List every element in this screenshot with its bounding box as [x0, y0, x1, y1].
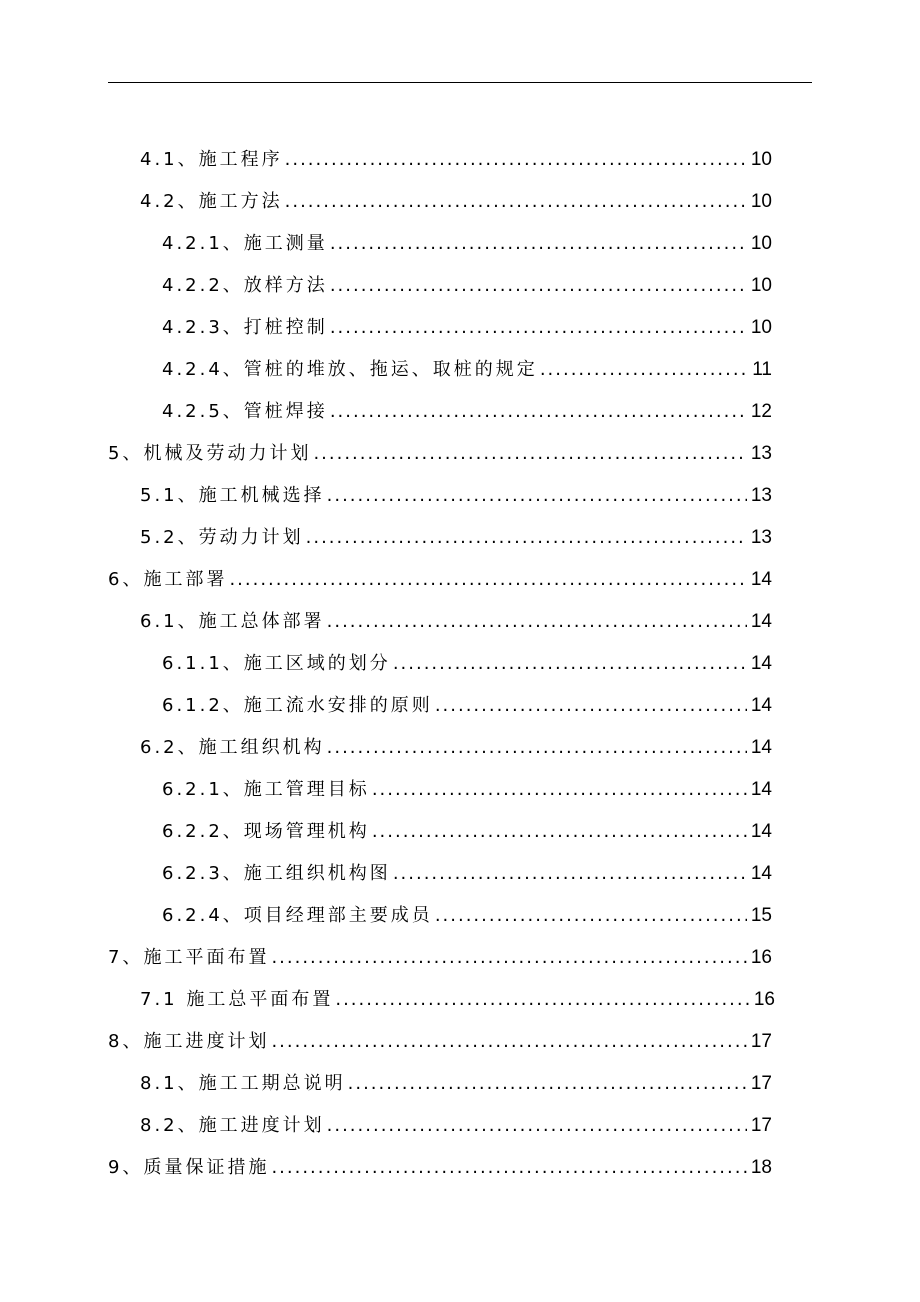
- toc-page-number: 10: [750, 233, 772, 254]
- toc-entry[interactable]: [140, 602, 772, 642]
- toc-entry-title: 6.2.1、施工管理目标: [162, 779, 370, 800]
- toc-entry-title: 5.1、施工机械选择: [140, 485, 325, 506]
- toc-leader-dots: [229, 560, 746, 600]
- toc-entry[interactable]: [108, 1022, 772, 1062]
- toc-entry[interactable]: [162, 686, 772, 726]
- toc-entry-title: 4.2.2、放样方法: [162, 275, 328, 296]
- toc-page-number: 16: [753, 989, 775, 1010]
- toc-leader-dots: [393, 644, 747, 684]
- toc-page-number: 17: [750, 1115, 772, 1136]
- toc-page-number: 11: [752, 359, 772, 380]
- toc-leader-dots: [271, 1022, 746, 1062]
- toc-entry-title: 7、施工平面布置: [108, 947, 270, 968]
- toc-entry[interactable]: [140, 518, 772, 558]
- toc-entry[interactable]: [162, 644, 772, 684]
- toc-entry[interactable]: [140, 728, 772, 768]
- toc-leader-dots: [330, 392, 747, 432]
- toc-page-number: 14: [750, 737, 772, 758]
- toc-entry-title: 5、机械及劳动力计划: [108, 443, 312, 464]
- toc-page-number: 13: [750, 527, 772, 548]
- toc-entry-title: 6.1、施工总体部署: [140, 611, 325, 632]
- toc-entry[interactable]: [162, 812, 772, 852]
- toc-page-number: 17: [750, 1031, 772, 1052]
- toc-entry[interactable]: [162, 308, 772, 348]
- toc-page-number: 14: [750, 653, 772, 674]
- toc-entry-title: 6.1.1、施工区域的划分: [162, 653, 391, 674]
- toc-entry[interactable]: [140, 140, 772, 180]
- toc-leader-dots: [372, 770, 747, 810]
- toc-leader-dots: [327, 602, 747, 642]
- toc-entry[interactable]: [162, 770, 772, 810]
- toc-page-number: 10: [750, 191, 772, 212]
- toc-entry[interactable]: [162, 350, 772, 390]
- toc-page-number: 10: [750, 149, 772, 170]
- toc-page-number: 16: [750, 947, 772, 968]
- toc-entry-title: 4.2.3、打桩控制: [162, 317, 328, 338]
- toc-entry-title: 8.2、施工进度计划: [140, 1115, 325, 1136]
- toc-entry[interactable]: [108, 434, 772, 474]
- toc-entry[interactable]: [140, 1106, 772, 1146]
- toc-leader-dots: [327, 1106, 747, 1146]
- toc-entry-title: 4.2.1、施工测量: [162, 233, 328, 254]
- toc-leader-dots: [540, 350, 748, 390]
- toc-leader-dots: [348, 1064, 747, 1104]
- toc-entry-title: 8、施工进度计划: [108, 1031, 270, 1052]
- toc-leader-dots: [313, 434, 746, 474]
- toc-leader-dots: [271, 938, 746, 978]
- toc-leader-dots: [393, 854, 747, 894]
- toc-page-number: 14: [750, 695, 772, 716]
- toc-leader-dots: [327, 476, 747, 516]
- toc-leader-dots: [330, 266, 747, 306]
- toc-entry-title: 5.2、劳动力计划: [140, 527, 304, 548]
- toc-entry-title: 8.1、施工工期总说明: [140, 1073, 346, 1094]
- toc-leader-dots: [306, 518, 747, 558]
- toc-leader-dots: [330, 308, 747, 348]
- toc-page-number: 13: [750, 443, 772, 464]
- toc-entry[interactable]: [108, 1148, 772, 1188]
- toc-entry[interactable]: [162, 854, 772, 894]
- toc-entry[interactable]: [140, 182, 772, 222]
- toc-entry[interactable]: [162, 896, 772, 936]
- toc-entry[interactable]: [108, 560, 772, 600]
- toc-leader-dots: [285, 182, 747, 222]
- toc-page-number: 14: [750, 611, 772, 632]
- toc-entry-title: 4.1、施工程序: [140, 149, 283, 170]
- toc-leader-dots: [335, 980, 750, 1020]
- toc-entry[interactable]: [108, 938, 772, 978]
- toc-leader-dots: [330, 224, 747, 264]
- toc-entry[interactable]: [162, 392, 772, 432]
- toc-entry-title: 6.1.2、施工流水安排的原则: [162, 695, 433, 716]
- toc-entry[interactable]: [162, 266, 772, 306]
- toc-entry-title: 4.2、施工方法: [140, 191, 283, 212]
- toc-entry[interactable]: [140, 476, 772, 516]
- toc-page-number: 10: [750, 317, 772, 338]
- toc-page-number: 14: [750, 821, 772, 842]
- toc-page-number: 10: [750, 275, 772, 296]
- toc-leader-dots: [285, 140, 747, 180]
- toc-entry[interactable]: [140, 980, 775, 1020]
- toc-entry-title: 6.2.4、项目经理部主要成员: [162, 905, 433, 926]
- toc-page-number: 14: [750, 779, 772, 800]
- toc-leader-dots: [327, 728, 747, 768]
- toc-leader-dots: [372, 812, 747, 852]
- toc-entry-title: 4.2.4、管桩的堆放、拖运、取桩的规定: [162, 359, 538, 380]
- toc-page-number: 13: [750, 485, 772, 506]
- toc-entry-title: 9、质量保证措施: [108, 1157, 270, 1178]
- toc-entry-title: 7.1 施工总平面布置: [140, 989, 334, 1010]
- toc-entry-title: 6.2.3、施工组织机构图: [162, 863, 391, 884]
- toc-entry-title: 6.2、施工组织机构: [140, 737, 325, 758]
- toc-entry-title: 6.2.2、现场管理机构: [162, 821, 370, 842]
- toc-leader-dots: [271, 1148, 746, 1188]
- toc-entry[interactable]: [162, 224, 772, 264]
- toc-leader-dots: [435, 686, 747, 726]
- header-rule: [108, 82, 812, 83]
- toc-page-number: 14: [750, 569, 772, 590]
- toc-page-number: 14: [750, 863, 772, 884]
- toc-entry-title: 6、施工部署: [108, 569, 228, 590]
- toc-entry[interactable]: [140, 1064, 772, 1104]
- toc-leader-dots: [435, 896, 747, 936]
- toc-page-number: 12: [750, 401, 772, 422]
- toc-page-number: 15: [750, 905, 772, 926]
- toc-page-number: 17: [750, 1073, 772, 1094]
- toc-page-number: 18: [750, 1157, 772, 1178]
- toc-entry-title: 4.2.5、管桩焊接: [162, 401, 328, 422]
